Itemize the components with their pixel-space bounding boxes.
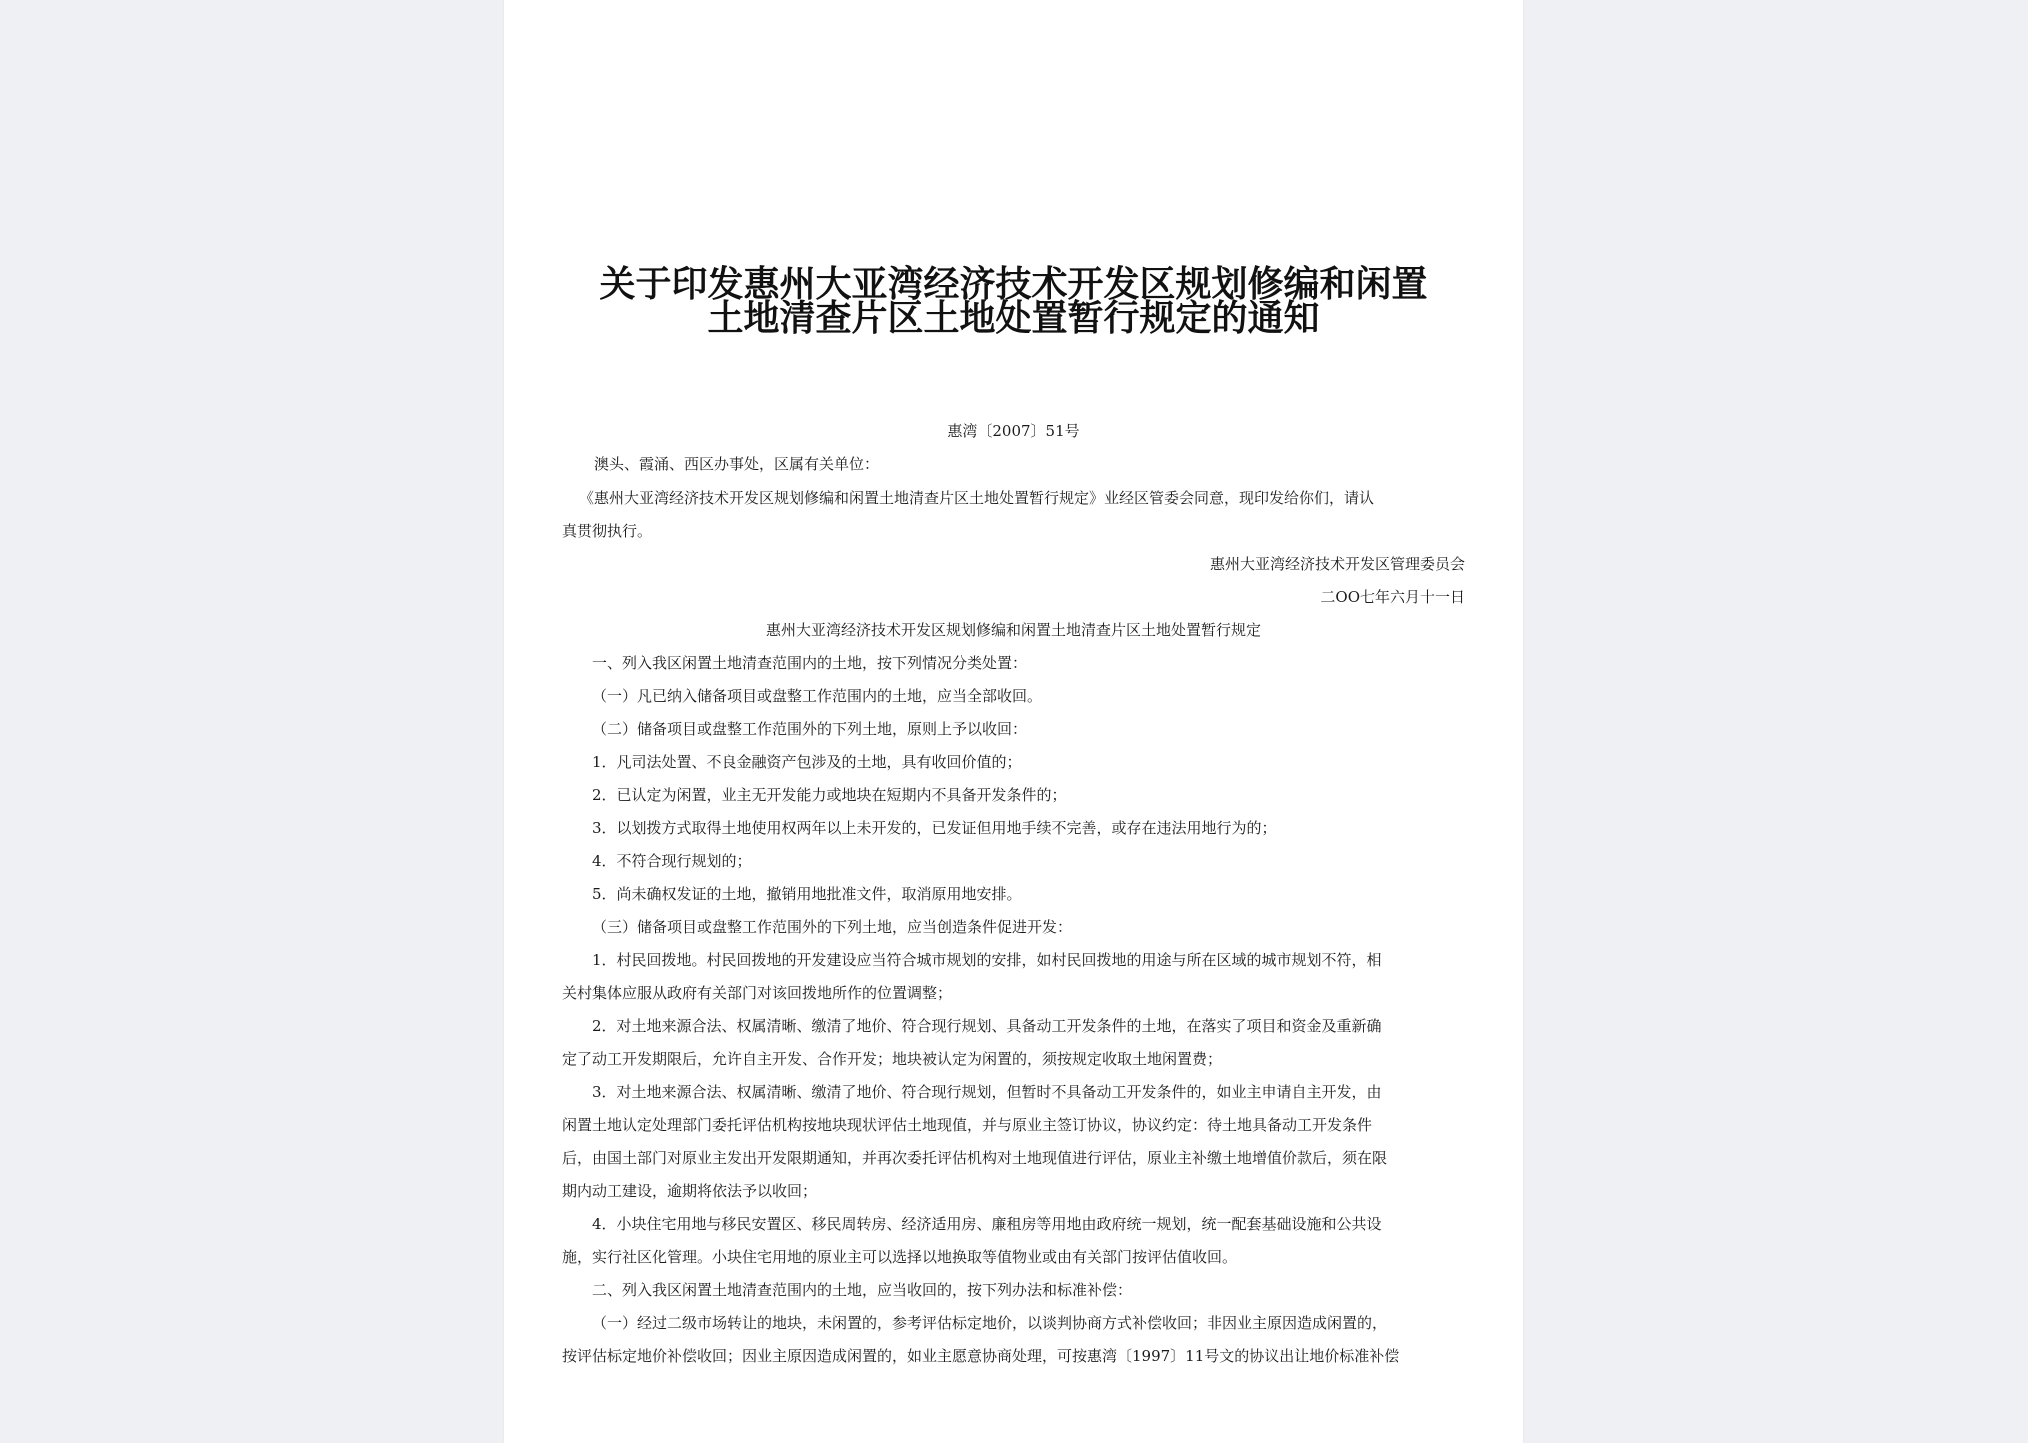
- body-line: 一、列入我区闲置土地清查范围内的土地，按下列情况分类处置：: [592, 654, 1028, 672]
- body-line: 二、列入我区闲置土地清查范围内的土地，应当收回的，按下列办法和标准补偿：: [592, 1281, 1133, 1299]
- body-line: 施，实行社区化管理。小块住宅用地的原业主可以选择以地换取等值物业或由有关部门按评估值收回。: [562, 1248, 1238, 1266]
- body-line: （三）储备项目或盘整工作范围外的下列土地，应当创造条件促进开发：: [592, 918, 1073, 936]
- document-number: 惠湾〔2007〕51号: [947, 422, 1080, 440]
- body-line: 闲置土地认定处理部门委托评估机构按地块现状评估土地现值，并与原业主签订协议，协议约定：待土地具备动工开发条件: [562, 1116, 1373, 1134]
- issuer-signature: 惠州大亚湾经济技术开发区管理委员会: [1209, 555, 1465, 573]
- issue-date: 二OO七年六月十一日: [1320, 588, 1465, 606]
- body-line: 1．村民回拨地。村民回拨地的开发建设应当符合城市规划的安排，如村民回拨地的用途与所在区域的城市规划不符，相: [592, 951, 1382, 969]
- addressee: 澳头、霞涌、西区办事处，区属有关单位：: [594, 455, 880, 473]
- body-line: 2．对土地来源合法、权属清晰、缴清了地价、符合现行规划、具备动工开发条件的土地，在落实了项目和资金及重新确: [592, 1017, 1382, 1035]
- body-line: 4．不符合现行规划的；: [592, 852, 752, 870]
- body-line: 2．已认定为闲置，业主无开发能力或地块在短期内不具备开发条件的；: [592, 786, 1067, 804]
- body-line: （一）经过二级市场转让的地块，未闲置的，参考评估标定地价，以谈判协商方式补偿收回；非因业主原因造成闲置的，: [592, 1314, 1388, 1332]
- body-line: 5．尚未确权发证的土地，撤销用地批准文件，取消原用地安排。: [592, 885, 1022, 903]
- document-page: [504, 0, 1523, 1443]
- body-line: 按评估标定地价补偿收回；因业主原因造成闲置的，如业主愿意协商处理，可按惠湾〔1997〕11号文的协议出让地价标准补偿: [562, 1347, 1400, 1365]
- body-line: 3．以划拨方式取得土地使用权两年以上未开发的，已发证但用地手续不完善，或存在违法用地行为的；: [592, 819, 1277, 837]
- regulation-title: 惠州大亚湾经济技术开发区规划修编和闲置土地清查片区土地处置暂行规定: [765, 621, 1261, 639]
- document-title-line-1: 关于印发惠州大亚湾经济技术开发区规划修编和闲置: [599, 263, 1428, 305]
- body-line: （二）储备项目或盘整工作范围外的下列土地，原则上予以收回：: [592, 720, 1028, 738]
- body-line: （一）凡已纳入储备项目或盘整工作范围内的土地，应当全部收回。: [592, 687, 1043, 705]
- body-line: 期内动工建设，逾期将依法予以收回；: [562, 1182, 818, 1200]
- intro-paragraph-line: 真贯彻执行。: [562, 522, 653, 540]
- body-line: 关村集体应服从政府有关部门对该回拨地所作的位置调整；: [562, 984, 953, 1002]
- body-line: 4．小块住宅用地与移民安置区、移民周转房、经济适用房、廉租房等用地由政府统一规划，统一配套基础设施和公共设: [592, 1215, 1382, 1233]
- body-line: 后，由国土部门对原业主发出开发限期通知，并再次委托评估机构对土地现值进行评估，原业主补缴土地增值价款后，须在限: [562, 1149, 1388, 1167]
- body-line: 3．对土地来源合法、权属清晰、缴清了地价、符合现行规划，但暂时不具备动工开发条件的，如业主申请自主开发，由: [592, 1083, 1382, 1101]
- body-line: 1．凡司法处置、不良金融资产包涉及的土地，具有收回价值的；: [592, 753, 1022, 771]
- document-title-line-2: 土地清查片区土地处置暂行规定的通知: [707, 297, 1320, 339]
- intro-paragraph-line: 《惠州大亚湾经济技术开发区规划修编和闲置土地清查片区土地处置暂行规定》业经区管委会同意，现印发给你们，请认: [579, 489, 1375, 507]
- body-line: 定了动工开发期限后，允许自主开发、合作开发；地块被认定为闲置的，须按规定收取土地闲置费；: [562, 1050, 1223, 1068]
